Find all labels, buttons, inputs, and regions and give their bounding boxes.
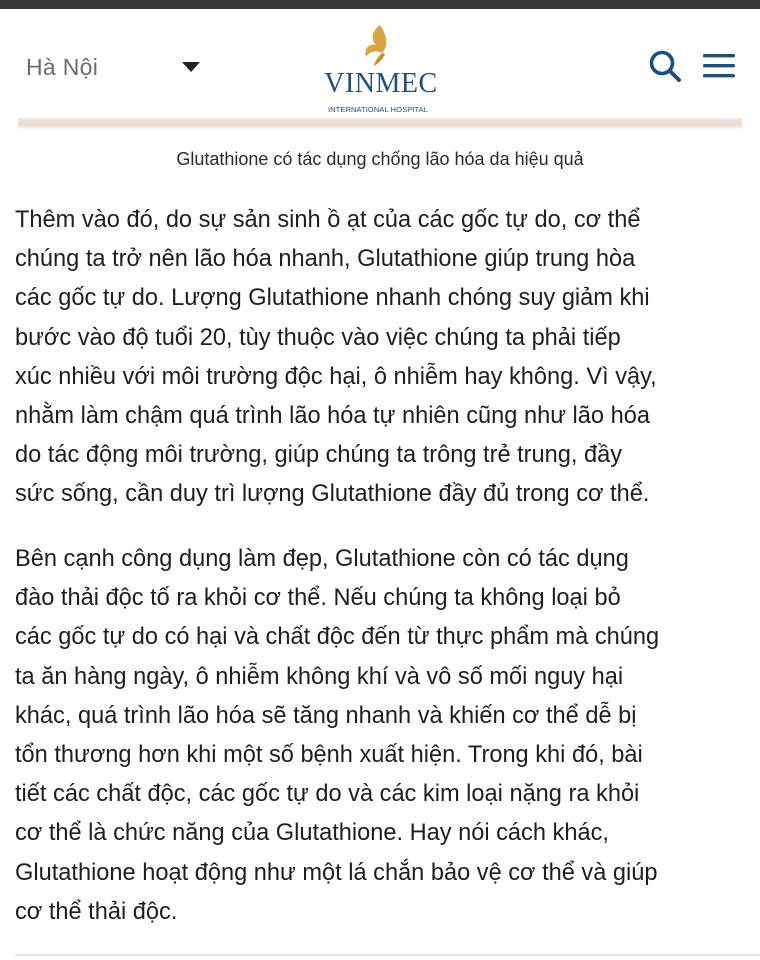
paragraph-line: Thêm vào đó, do sự sản sinh ồ ạt của các gốc tự do, cơ thể (15, 207, 641, 233)
article-paragraph-2 (15, 540, 755, 932)
search-button[interactable] (648, 49, 682, 83)
logo-subtitle: INTERNATIONAL HOSPITAL (328, 105, 428, 114)
menu-button[interactable] (702, 52, 736, 80)
paragraph-line: cơ thể là chức năng của Glutathione. Hay nói cách khác, (15, 820, 609, 847)
browser-top-strip (0, 0, 760, 9)
paragraph-line: đào thải độc tố ra khỏi cơ thể. Nếu chúng ta không loại bỏ (15, 585, 621, 612)
paragraph-line: do tác động môi trường, giúp chúng ta trông trẻ trung, đầy (15, 442, 623, 469)
vinmec-logo[interactable] (314, 23, 448, 113)
paragraph-line: nhằm làm chậm quá trình lão hóa tự nhiên cũng như lão hóa (15, 403, 650, 430)
site-header (0, 9, 760, 121)
city-dropdown-label: Hà Nội (26, 53, 99, 80)
paragraph-line: các gốc tự do. Lượng Glutathione nhanh chóng suy giảm khi (15, 285, 650, 312)
chevron-down-icon (182, 62, 200, 72)
paragraph-line: tiết các chất độc, các gốc tự do và các kim loại nặng ra khỏi (15, 781, 640, 808)
paragraph-line: Bên cạnh công dụng làm đẹp, Glutathione còn có tác dụng (15, 546, 629, 572)
paragraph-line: tổn thương hơn khi một số bệnh xuất hiện. Trong khi đó, bài (15, 742, 643, 769)
paragraph-line: các gốc tự do có hại và chất độc đến từ thực phẩm mà chúng (15, 624, 660, 651)
phoenix-logo-icon (358, 23, 398, 67)
search-icon (648, 49, 682, 83)
paragraph-line: sức sống, cần duy trì lượng Glutathione đầy đủ trong cơ thể. (15, 481, 650, 508)
article-image-bottom-edge (18, 118, 742, 130)
logo-wordmark: VINMEC (324, 68, 438, 99)
paragraph-line: xúc nhiều với môi trường độc hại, ô nhiễm hay không. Vì vậy, (15, 363, 657, 390)
paragraph-line: ta ăn hàng ngày, ô nhiễm không khí và vô số mối nguy hại (15, 663, 624, 690)
paragraph-line: bước vào độ tuổi 20, tùy thuộc vào việc chúng ta phải tiếp (15, 324, 621, 351)
content-divider (15, 954, 760, 956)
paragraph-line: cơ thể thải độc. (15, 898, 178, 925)
image-caption: Glutathione có tác dụng chống lão hóa da hiệu quả (176, 149, 584, 169)
paragraph-line: Glutathione hoạt động như một lá chắn bảo vệ cơ thể và giúp (15, 859, 658, 886)
paragraph-line: chúng ta trở nên lão hóa nhanh, Glutathione giúp trung hòa (15, 246, 636, 273)
hamburger-menu-icon (702, 52, 736, 80)
article-paragraph-1 (15, 201, 755, 515)
paragraph-line: khác, quá trình lão hóa sẽ tăng nhanh và khiến cơ thể dễ bị (15, 702, 637, 729)
city-dropdown[interactable] (26, 49, 206, 85)
